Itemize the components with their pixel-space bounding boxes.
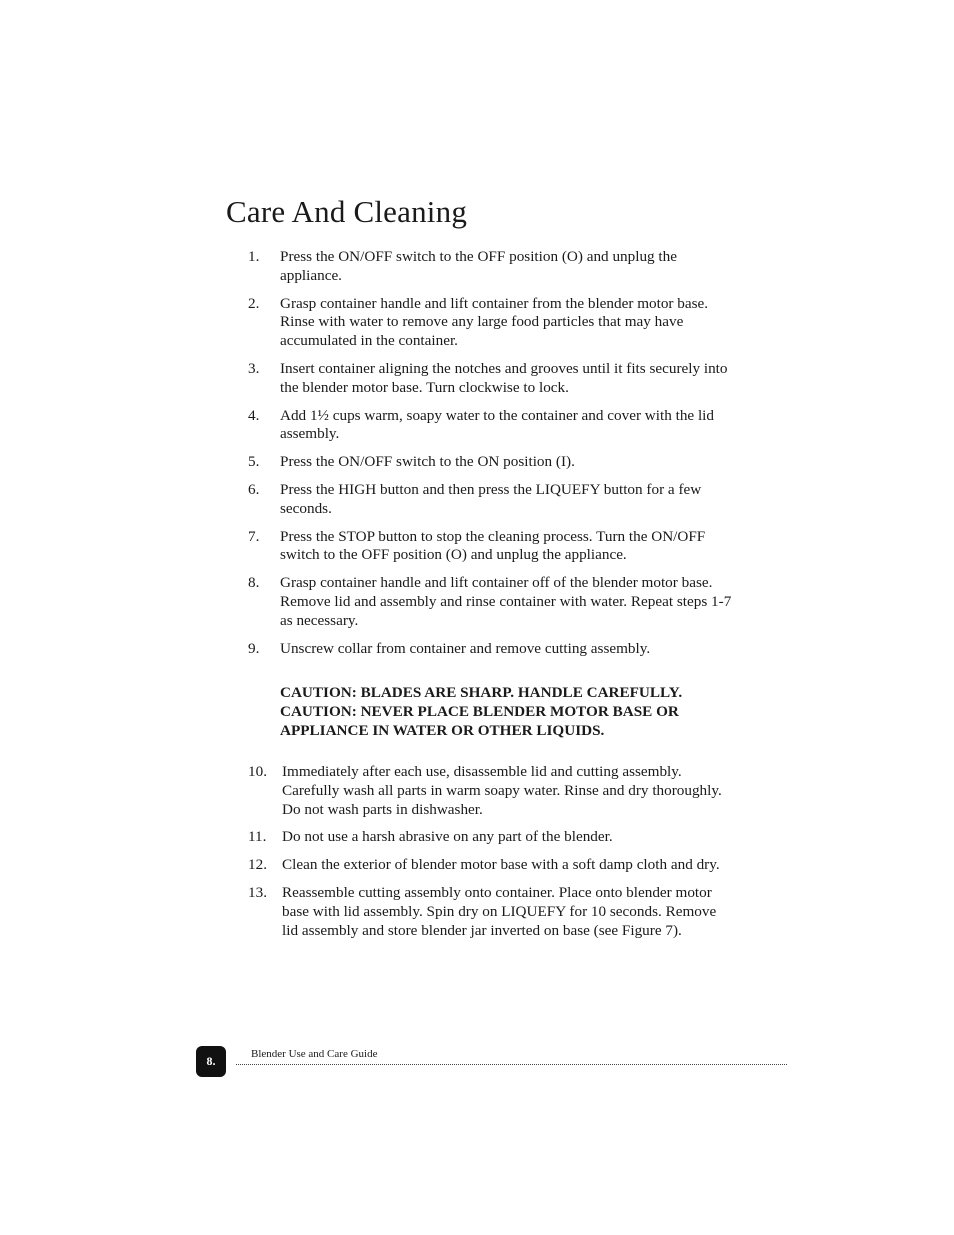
list-item	[248, 481, 734, 519]
step-text: Immediately after each use, disassemble lid and cutting assembly. Carefully wash all parts in warm soapy water. Rinse and dry thoroughly. Do not wash parts in dishwasher.	[282, 763, 722, 818]
step-text: Press the STOP button to stop the cleaning process. Turn the ON/OFF switch to the OFF position (O) and unplug the appliance.	[280, 527, 706, 564]
page-title: Care And Cleaning	[226, 194, 468, 229]
footer-guide-title: Blender Use and Care Guide	[251, 1048, 378, 1060]
list-item	[248, 828, 734, 847]
list-item	[248, 528, 734, 566]
step-text: Insert container aligning the notches and grooves until it fits securely into the blender motor base. Turn clockwise to lock.	[280, 359, 728, 396]
list-item	[248, 763, 734, 819]
step-number: 3.	[248, 359, 260, 377]
step-text: Press the HIGH button and then press the LIQUEFY button for a few seconds.	[280, 480, 702, 517]
cleaning-steps-list	[248, 248, 734, 667]
list-item	[248, 295, 734, 351]
list-item	[248, 574, 734, 630]
step-text: Press the ON/OFF switch to the ON position (I).	[280, 453, 575, 471]
step-text: Grasp container handle and lift container from the blender motor base. Rinse with water to remove any large food particles that may have accumulated in the container.	[280, 294, 709, 350]
step-number: 13.	[248, 883, 267, 901]
step-number: 1.	[248, 248, 260, 265]
list-item	[248, 640, 734, 659]
caution-line: CAUTION: BLADES ARE SHARP. HANDLE CAREFULLY.	[280, 684, 683, 701]
cleaning-steps-list-continued	[248, 763, 734, 949]
step-text: Press the ON/OFF switch to the OFF position (O) and unplug the appliance.	[280, 248, 677, 284]
footer-dotted-divider	[236, 1064, 787, 1065]
step-number: 8.	[248, 574, 260, 592]
step-text: Add 1½ cups warm, soapy water to the container and cover with the lid assembly.	[280, 406, 714, 443]
caution-line: APPLIANCE IN WATER OR OTHER LIQUIDS.	[280, 721, 605, 739]
step-text: Clean the exterior of blender motor base with a soft damp cloth and dry.	[282, 856, 720, 874]
step-number: 11.	[248, 828, 267, 846]
list-item	[248, 453, 734, 472]
step-number: 7.	[248, 527, 260, 545]
page-number-badge: 8.	[196, 1046, 226, 1077]
step-number: 5.	[248, 453, 260, 471]
step-text: Reassemble cutting assembly onto container. Place onto blender motor base with lid assembly. Spin dry on LIQUEFY for 10 seconds. Remove lid assembly and store blender jar inverted on base (see Figure 7).	[282, 883, 717, 939]
list-item	[248, 360, 734, 398]
caution-notice	[280, 684, 740, 740]
step-number: 9.	[248, 639, 260, 657]
list-item	[248, 407, 734, 445]
step-number: 12.	[248, 856, 267, 874]
step-text: Unscrew collar from container and remove cutting assembly.	[280, 639, 651, 657]
step-number: 6.	[248, 480, 260, 498]
step-number: 4.	[248, 406, 260, 424]
step-number: 2.	[248, 294, 260, 312]
list-item	[248, 884, 734, 940]
step-number: 10.	[248, 763, 267, 780]
step-text: Grasp container handle and lift container off of the blender motor base. Remove lid and assembly and rinse container with water. Repeat steps 1-7 as necessary.	[280, 574, 732, 629]
step-text: Do not use a harsh abrasive on any part of the blender.	[282, 828, 613, 846]
caution-line: CAUTION: NEVER PLACE BLENDER MOTOR BASE OR	[280, 702, 679, 720]
list-item	[248, 248, 734, 286]
list-item	[248, 856, 734, 875]
